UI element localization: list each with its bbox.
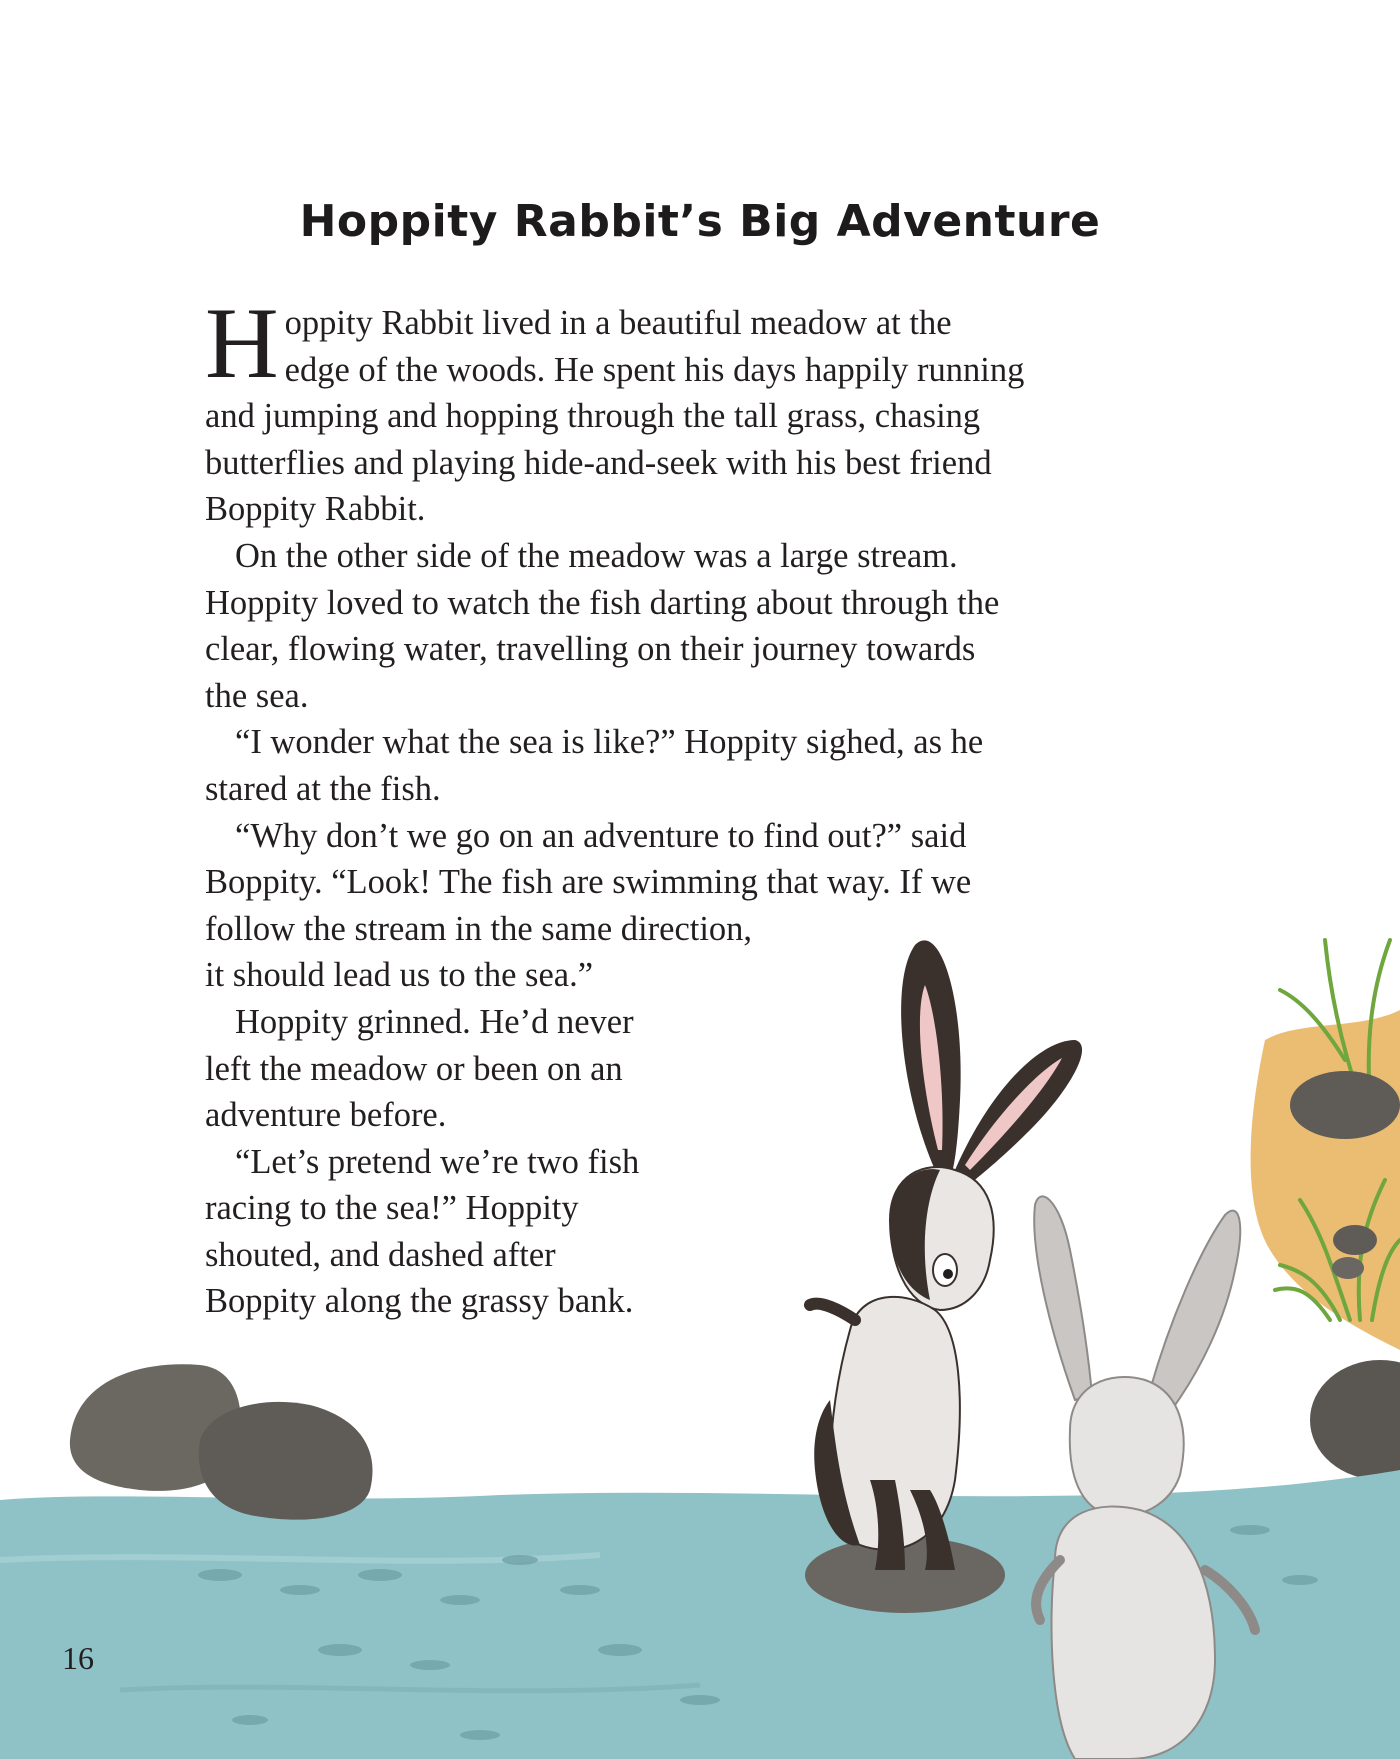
text-line: butterflies and playing hide-and-seek with his best friend [205,443,992,482]
text-line: oppity Rabbit lived in a beautiful meadow at the [284,304,952,342]
text-line: stared at the fish. [205,769,441,808]
text-line: it should lead us to the sea.” [205,956,594,995]
story-paragraph [205,813,1205,999]
text-line: On the other side of the meadow was a large stream. [235,536,958,575]
story-paragraph [205,287,1205,533]
text-line: “Why don’t we go on an adventure to find out?” said [235,816,967,855]
boppity-head [1070,1377,1184,1516]
story-title: Hoppity Rabbit’s Big Adventure [299,196,1101,247]
text-line: shouted, and dashed after [205,1235,556,1274]
text-line: adventure before. [205,1096,447,1135]
large-rock [199,1402,373,1520]
text-line: edge of the woods. He spent his days happily running [284,350,1025,389]
text-line: Hoppity loved to watch the fish darting about through the [205,583,1000,622]
story-paragraph [205,719,1205,812]
text-line: left the meadow or been on an [205,1049,623,1088]
story-paragraph [205,533,1205,719]
text-line: Boppity Rabbit. [205,490,426,529]
text-line: “Let’s pretend we’re two fish [235,1142,640,1181]
story-body [205,287,1205,1325]
bank-pebble [1333,1225,1377,1255]
text-line: Boppity. “Look! The fish are swimming that way. If we [205,863,972,902]
text-line: racing to the sea!” Hoppity [205,1189,579,1228]
page-number: 16 [62,1640,94,1676]
story-paragraph [205,999,1205,1139]
text-line: the sea. [205,676,309,715]
text-line: Boppity along the grassy bank. [205,1282,634,1321]
text-line: follow the stream in the same direction, [205,909,753,948]
text-line: and jumping and hopping through the tall grass, chasing [205,397,981,436]
bank-pebble [1332,1257,1364,1279]
bank-rock [1310,1360,1400,1480]
text-line: “I wonder what the sea is like?” Hoppity sighed, as he [235,723,984,762]
bank-rock [1290,1071,1400,1139]
drop-cap: H [205,287,279,400]
text-line: Hoppity grinned. He’d never [235,1002,634,1041]
text-line: clear, flowing water, travelling on their journey towards [205,630,976,669]
stepping-stone [805,1537,1005,1613]
story-paragraph [205,1139,1205,1325]
